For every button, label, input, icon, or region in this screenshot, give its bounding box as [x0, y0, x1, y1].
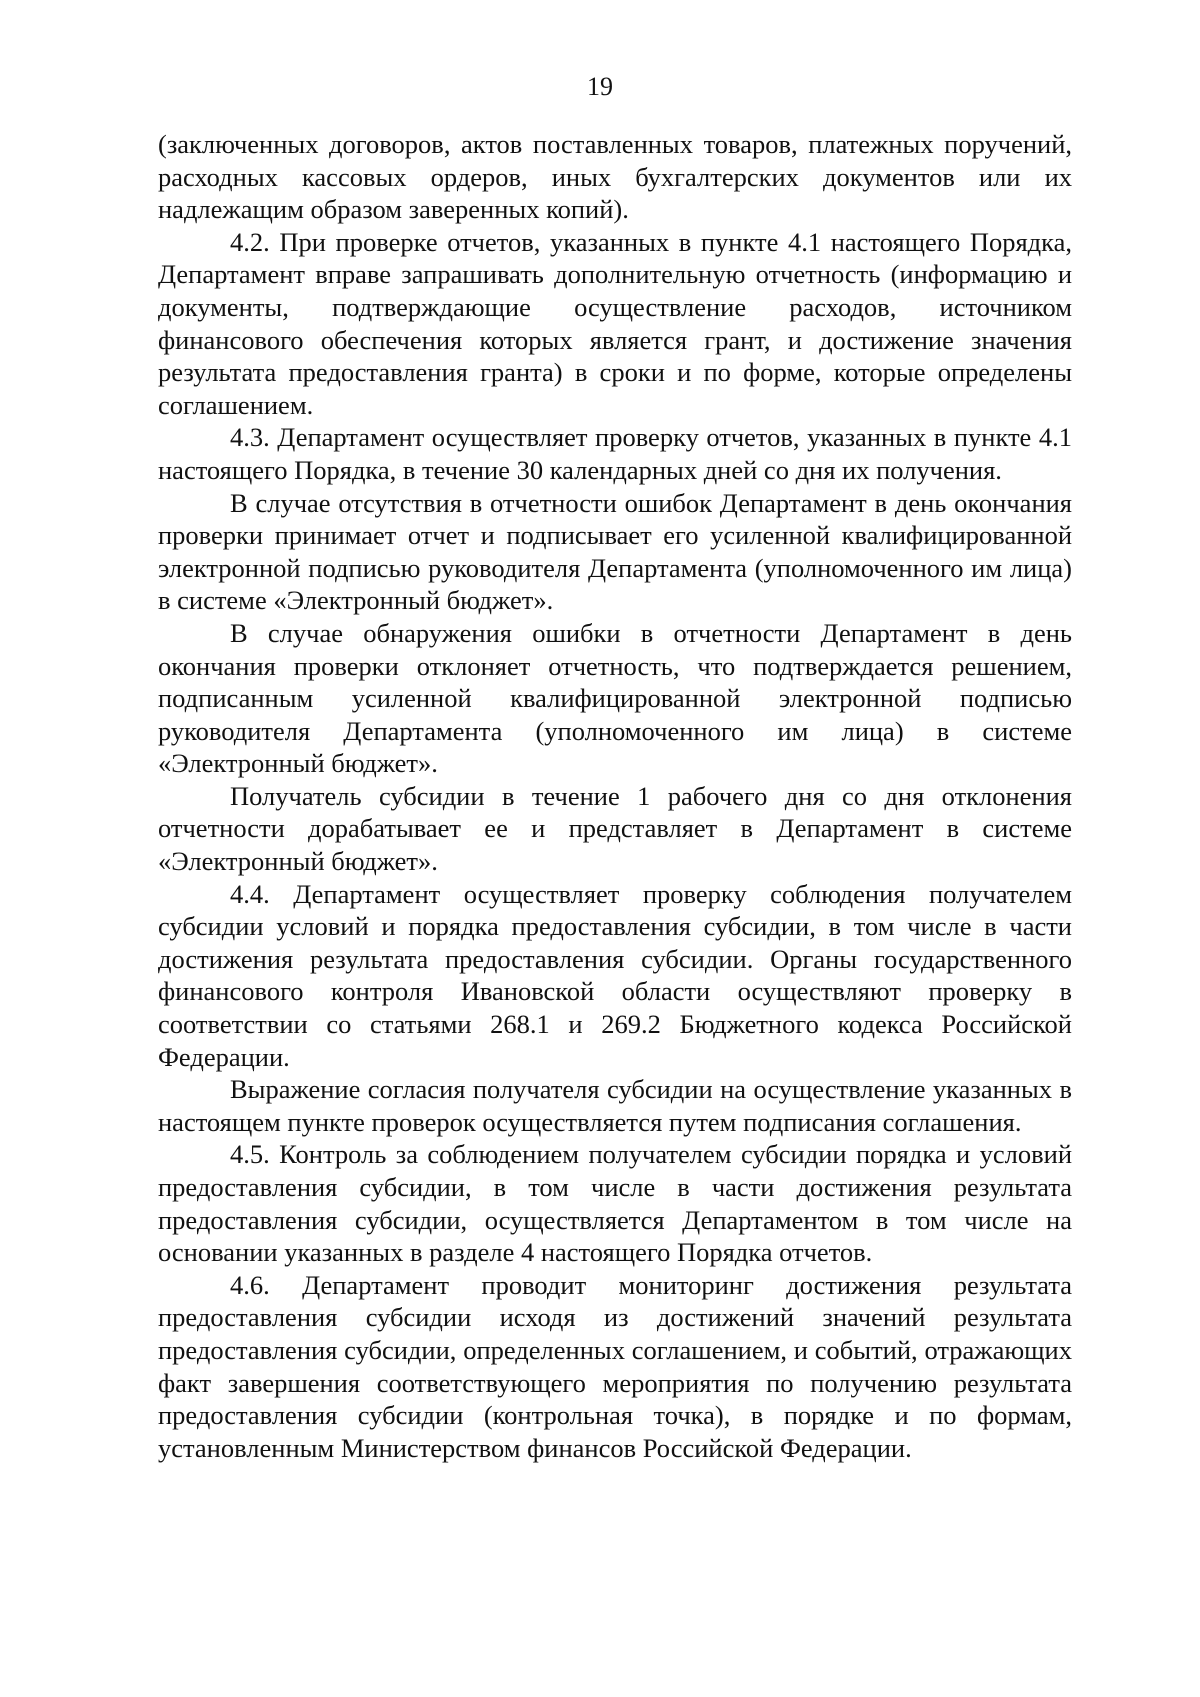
paragraph-recipient-rework: Получатель субсидии в течение 1 рабочего дня со дня отклонения отчетности дорабатывает ее и представляет в Департамент в системе «Электронный бюджет».	[158, 780, 1072, 877]
paragraph-4-5: 4.5. Контроль за соблюдением получателем субсидии порядка и условий предоставления субсидии, в том числе в части достижения результата предоставления субсидии, осуществляется Департаментом в том числе на основании указанных в разделе 4 настоящего Порядка отчетов.	[158, 1139, 1072, 1268]
page-number: 19	[587, 72, 613, 101]
paragraph-continuation: (заключенных договоров, актов поставленных товаров, платежных поручений, расходных кассовых ордеров, иных бухгалтерских документов или их надлежащим образом заверенных копий).	[158, 129, 1072, 225]
paragraph-consent: Выражение согласия получателя субсидии на осуществление указанных в настоящем пункте проверок осуществляется путем подписания соглашения.	[158, 1074, 1072, 1137]
document-body	[158, 128, 1072, 1464]
paragraph-4-6: 4.6. Департамент проводит мониторинг достижения результата предоставления субсидии исходя из достижений значений результата предоставления субсидии, определенных соглашением, и событий, отражающих факт завершения соответствующего мероприятия по получению результата предоставления субсидии (контрольная точка), в порядке и по формам, установленным Министерством финансов Российской Федерации.	[158, 1269, 1072, 1463]
paragraph-no-errors: В случае отсутствия в отчетности ошибок Департамент в день окончания проверки принимает отчет и подписывает его усиленной квалифицированной электронной подписью руководителя Департамента (уполномоченного им лица) в системе «Электронный бюджет».	[158, 487, 1072, 616]
paragraph-4-2: 4.2. При проверке отчетов, указанных в пункте 4.1 настоящего Порядка, Департамент вправе запрашивать дополнительную отчетность (информацию и документы, подтверждающие осуществление расходов, источником финансового обеспечения которых является грант, и достижение значения результата предоставления гранта) в сроки и по форме, которые определены соглашением.	[158, 226, 1072, 420]
paragraph-4-3: 4.3. Департамент осуществляет проверку отчетов, указанных в пункте 4.1 настоящего Порядка, в течение 30 календарных дней со дня их получения.	[158, 422, 1072, 485]
paragraph-4-4: 4.4. Департамент осуществляет проверку соблюдения получателем субсидии условий и порядка предоставления субсидии, в том числе в части достижения результата предоставления субсидии. Органы государственного финансового контроля Ивановской области осуществляют проверку в соответствии со статьями 268.1 и 269.2 Бюджетного кодекса Российской Федерации.	[158, 878, 1072, 1072]
paragraph-error-found: В случае обнаружения ошибки в отчетности Департамент в день окончания проверки отклоняет отчетность, что подтверждается решением, подписанным усиленной квалифицированной электронной подписью руководителя Департамента (уполномоченного им лица) в системе «Электронный бюджет».	[158, 617, 1072, 779]
